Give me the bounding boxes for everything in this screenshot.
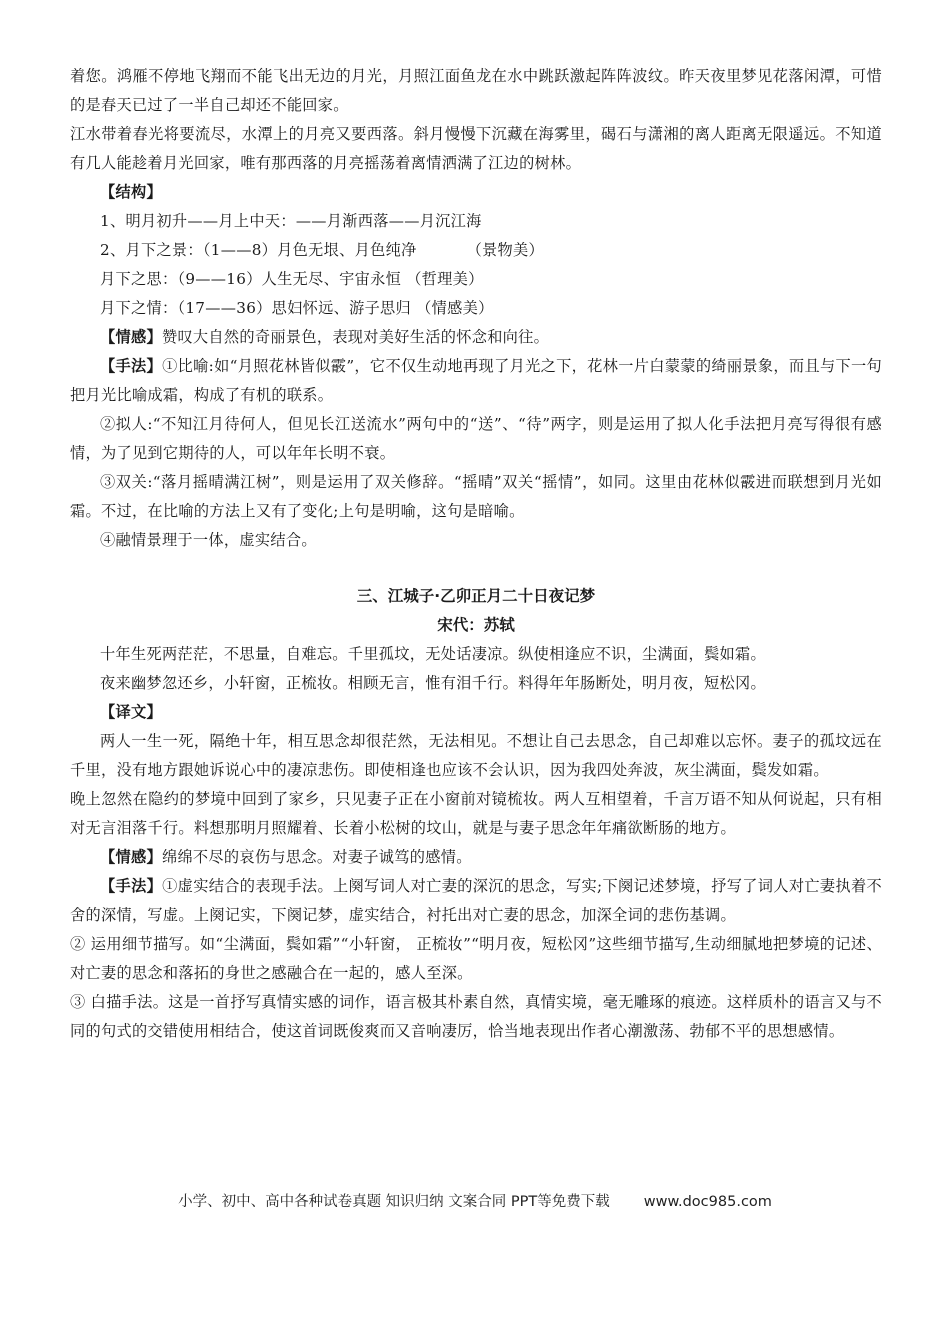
- translation-tail-line-2: 江水带着春光将要流尽，水潭上的月亮又要西落。斜月慢慢下沉藏在海雾里，碣石与潇湘的离人距离无限遥远。不知道有几人能趁着月光回家，唯有那西落的月亮摇荡着离情洒满了江边的树林。: [70, 125, 882, 172]
- structure-item-2-text: 2、月下之景：（1——8）月色无垠、月色纯净: [100, 241, 417, 259]
- structure-item-3: 月下之思：（9——16）人生无尽、宇宙永恒 （哲理美）: [100, 270, 484, 288]
- emotion-text-1: 赞叹大自然的奇丽景色，表现对美好生活的怀念和向往。: [161, 328, 550, 346]
- emotion-label-2: 【情感】: [100, 848, 162, 866]
- poem-verse-2: 夜来幽梦忽还乡，小轩窗，正梳妆。相顾无言，惟有泪千行。料得年年肠断处，明月夜，短松冈。: [100, 674, 766, 692]
- technique-paragraph-1: [70, 352, 882, 410]
- footer-url-link[interactable]: www.doc985.com: [643, 1194, 772, 1210]
- technique-label-1: 【手法】: [100, 357, 163, 375]
- emotion-label-1: 【情感】: [100, 328, 162, 346]
- poem-verse-1: 十年生死两茫茫，不思量，自难忘。千里孤坟，无处话凄凉。纵使相逢应不识，尘满面，鬓如霜。: [100, 645, 766, 663]
- technique-label-2: 【手法】: [100, 877, 163, 895]
- structure-item-2-note: （景物美）: [466, 241, 544, 259]
- emotion-paragraph-2: [70, 843, 882, 872]
- footer-text: 小学、初中、高中各种试卷真题 知识归纳 文案合同 PPT等免费下载: [178, 1194, 610, 1210]
- technique-1-item-4: ④融情景理于一体，虚实结合。: [100, 531, 317, 549]
- structure-item-1: 1、明月初升——月上中天：——月渐西落——月沉江海: [100, 212, 482, 230]
- translation-paragraph-2: 晚上忽然在隐约的梦境中回到了家乡，只见妻子正在小窗前对镜梳妆。两人互相望着，千言万语不知从何说起，只有相对无言泪落千行。料想那明月照耀着、长着小松树的坟山，就是与妻子思念年年痛欲断肠的地方。: [70, 790, 882, 837]
- poem-title: 三、江城子·乙卯正月二十日夜记梦: [356, 587, 596, 605]
- translation-heading: [70, 698, 882, 727]
- technique-paragraph-2: [70, 872, 882, 930]
- translation-tail-line-1: 着您。鸿雁不停地飞翔而不能飞出无边的月光，月照江面鱼龙在水中跳跃激起阵阵波纹。昨天夜里梦见花落闲潭，可惜的是春天已过了一半自己却还不能回家。: [70, 67, 882, 114]
- translation-paragraph-1: 两人一生一死，隔绝十年，相互思念却很茫然，无法相见。不想让自己去思念，自己却难以忘怀。妻子的孤坟远在千里，没有地方跟她诉说心中的凄凉悲伤。即使相逢也应该不会认识，因为我四处奔波，灰尘满面，鬓发如霜。: [70, 732, 882, 779]
- technique-2-item-2: ② 运用细节描写。如“尘满面，鬓如霜”“小轩窗， 正梳妆”“明月夜，短松冈”这些细节描写,生动细腻地把梦境的记述、对亡妻的思念和落拓的身世之感融合在一起的，感人至深。: [70, 935, 882, 982]
- technique-2-item-3: ③ 白描手法。这是一首抒写真情实感的词作，语言极其朴素自然，真情实境，毫无雕琢的痕迹。这样质朴的语言又与不同的句式的交错使用相结合，使这首词既俊爽而又音响凄厉，恰当地表现出作者心潮激荡、勃郁不平的思想感情。: [70, 993, 882, 1040]
- emotion-text-2: 绵绵不尽的哀伤与思念。对妻子诚笃的感情。: [161, 848, 472, 866]
- structure-item-2: [70, 236, 882, 265]
- structure-heading: [70, 178, 882, 207]
- poem-author: 宋代：苏轼: [437, 616, 515, 634]
- page-footer: [0, 1190, 950, 1211]
- structure-item-4: 月下之情：（17——36）思妇怀远、游子思归 （情感美）: [100, 299, 494, 317]
- document-body: [70, 62, 882, 1046]
- technique-1-item-3: ③双关:“落月摇晴满江树”，则是运用了双关修辞。“摇晴”双关“摇情”，如同。这里由花林似霰进而联想到月光如霜。不过，在比喻的方法上又有了变化;上句是明喻，这句是暗喻。: [70, 473, 882, 520]
- technique-1-item-1: ①比喻:如“月照花林皆似霰”，它不仅生动地再现了月光之下，花林一片白蒙蒙的绮丽景象，而且与下一句把月光比喻成霜，构成了有机的联系。: [70, 357, 883, 404]
- technique-1-item-2: ②拟人:“不知江月待何人，但见长江送流水”两句中的“送”、“待”两字，则是运用了拟人化手法把月亮写得很有感情，为了见到它期待的人，可以年年长明不衰。: [70, 415, 882, 462]
- technique-2-item-1: ①虚实结合的表现手法。上阕写词人对亡妻的深沉的思念，写实;下阕记述梦境，抒写了词人对亡妻执着不舍的深情，写虚。上阕记实，下阕记梦，虚实结合，衬托出对亡妻的思念，加深全词的悲伤基调。: [70, 877, 883, 924]
- emotion-paragraph-1: [70, 323, 882, 352]
- translation-label: 【译文】: [100, 703, 162, 721]
- structure-label: 【结构】: [100, 183, 162, 201]
